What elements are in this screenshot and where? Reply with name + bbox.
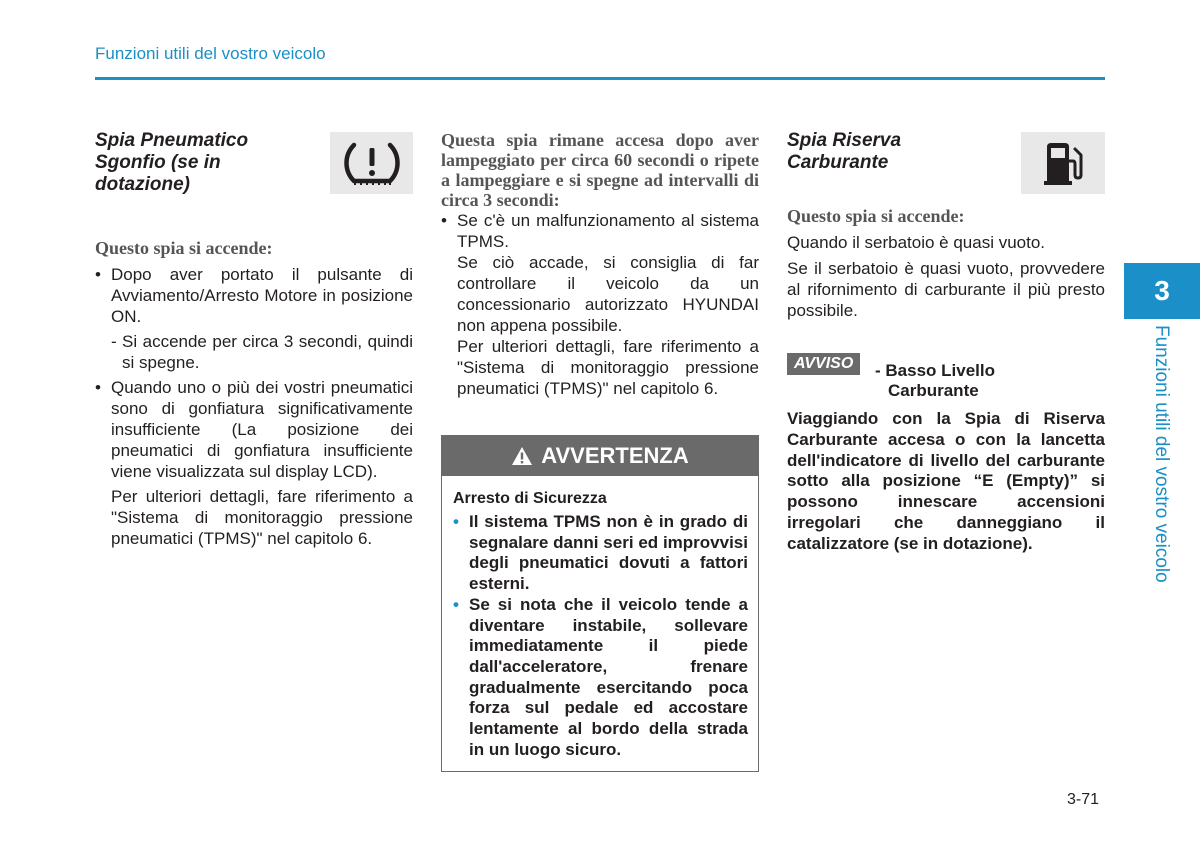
warning-subtitle: Arresto di Sicurezza: [453, 490, 607, 507]
tire-pressure-warning-icon: [330, 132, 413, 194]
avviso-badge: AVVISO: [787, 353, 860, 375]
paragraph: Se il serbatoio è quasi vuoto, provvedere al rifornimento di carburante il più presto possibile.: [787, 259, 1105, 320]
fuel-title-line: Carburante: [787, 152, 889, 173]
list-item: • Se si nota che il veicolo tende a diventare instabile, sollevare immediatamente il piede dall'acceleratore, frenare gradualmente esercitando poca forza sul pedale ed accostare lentamente al bordo della strada in un luogo sicuro.: [453, 594, 748, 759]
paragraph: Per ulteriori dettagli, fare riferimento a "Sistema di monitoraggio pressione pneumatici (TPMS)" nel capitolo 6.: [111, 487, 413, 548]
list-item: • Quando uno o più dei vostri pneumatici sono di gonfiatura significativamente insufficiente (La posizione dei pneumatici di gonfiatura insufficiente viene visualizzata sul display LCD).: [95, 378, 413, 481]
warning-header: [442, 436, 758, 476]
paragraph: Per ulteriori dettagli, fare riferimento a "Sistema di monitoraggio pressione pneumatici (TPMS)" nel capitolo 6.: [457, 337, 759, 398]
warning-heading: AVVERTENZA: [541, 443, 689, 468]
fuel-title-line: Spia Riserva: [787, 130, 902, 151]
avviso-header: [787, 353, 1105, 401]
list-subitem: - Si accende per circa 3 secondi, quindi si spegne.: [111, 332, 413, 372]
list-item: • Dopo aver portato il pulsante di Avviamento/Arresto Motore in posizione ON.: [95, 265, 413, 326]
page-number: 3-71: [1067, 791, 1100, 808]
header-title: Funzioni utili del vostro veicolo: [95, 44, 326, 63]
header-divider: [95, 77, 1105, 80]
tpms-lead: Questa spia rimane accesa dopo aver lampeggiato per circa 60 secondi o ripete a lampeggiare e si spegne ad intervalli di circa 3 secondi:: [441, 130, 759, 210]
chapter-tab: 3: [1124, 263, 1200, 319]
tire-title-line: Sgonfio (se in: [95, 152, 221, 173]
fuel-pump-icon: [1021, 132, 1105, 194]
tire-title-line: dotazione): [95, 174, 190, 195]
list-item: • Se c'è un malfunzionamento al sistema TPMS.: [441, 211, 759, 251]
avviso-body: Viaggiando con la Spia di Riserva Carburante accesa o con la lancetta dell'indicatore di livello del carburante sotto alla posizione “E (Empty)” si possono innescare accensioni irregolari che danneggiano il catalizzatore (se in dotazione).: [787, 409, 1105, 553]
paragraph: Se ciò accade, si consiglia di far controllare il veicolo da un concessionario autorizzato HYUNDAI non appena possibile.: [457, 253, 759, 335]
warning-triangle-icon: [511, 446, 533, 466]
avviso-title: - Basso Livello Carburante: [875, 361, 995, 400]
list-item: • Il sistema TPMS non è in grado di segnalare danni seri ed improvvisi degli pneumatici dovuti a fattori esterni.: [453, 512, 748, 594]
chapter-side-title: Funzioni utili del vostro veicolo: [1151, 325, 1172, 583]
tire-lead: Questo spia si accende:: [95, 238, 273, 258]
warning-box: [441, 435, 759, 772]
paragraph: Quando il serbatoio è quasi vuoto.: [787, 233, 1046, 252]
column-tpms: [441, 130, 759, 399]
fuel-lead: Questo spia si accende:: [787, 206, 965, 226]
tire-title-line: Spia Pneumatico: [95, 130, 249, 151]
